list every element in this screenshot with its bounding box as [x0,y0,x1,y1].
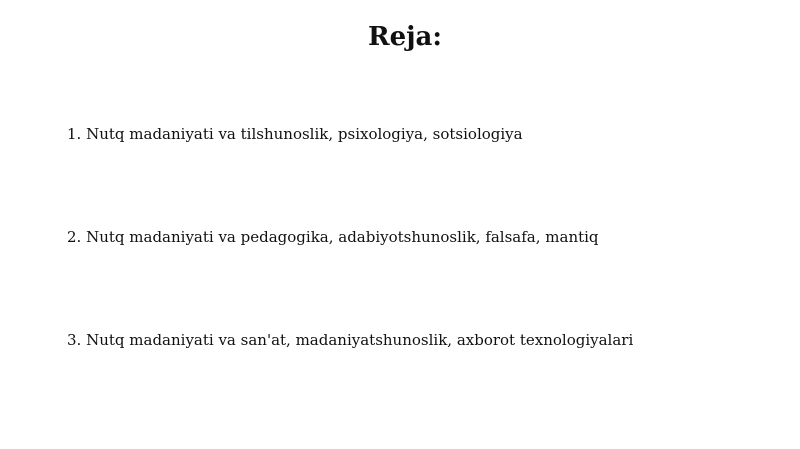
plan-list [67,0,767,449]
plan-item-1 [67,124,523,144]
plan-item-2 [67,227,599,247]
plan-item-number: 3. [67,331,82,349]
page-title: Reja: [367,22,442,52]
plan-item-number: 2. [67,228,82,246]
plan-item-text: Nutq madaniyati va san'at, madaniyatshunoslik, axborot texnologiyalari [86,331,634,349]
plan-item-3 [67,330,633,350]
plan-item-text: Nutq madaniyati va pedagogika, adabiyotshunoslik, falsafa, mantiq [86,228,599,246]
plan-item-number: 1. [67,125,82,143]
plan-item-text: Nutq madaniyati va tilshunoslik, psixologiya, sotsiologiya [86,125,523,143]
